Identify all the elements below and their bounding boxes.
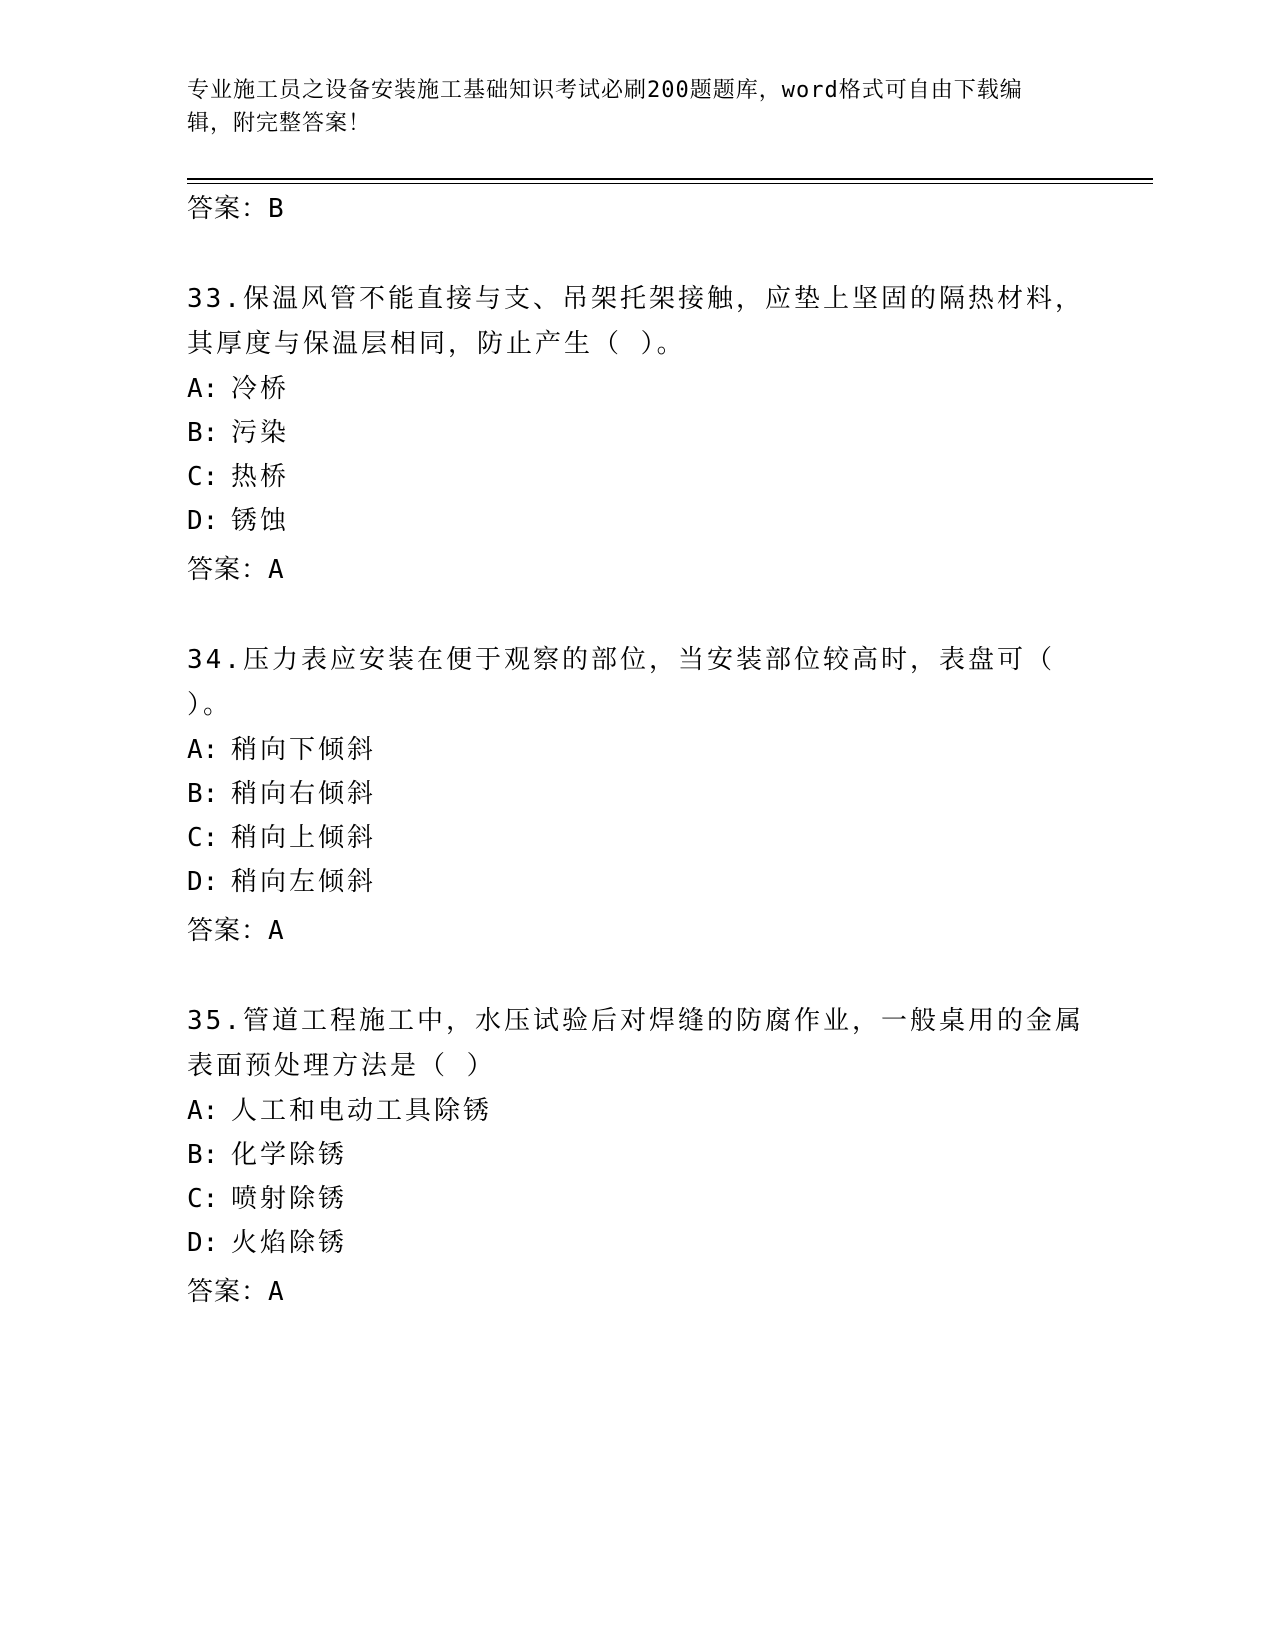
- option-text: 喷射除锈: [231, 1184, 348, 1214]
- answer-value: A: [268, 555, 285, 585]
- option-letter: B:: [187, 418, 219, 448]
- option-text: 污染: [231, 418, 290, 448]
- question-33: [187, 277, 1087, 367]
- answer-35: [187, 1276, 285, 1308]
- option-d: [187, 499, 289, 544]
- option-c: [187, 816, 376, 861]
- question-number: 35.: [187, 1006, 243, 1036]
- option-letter: D:: [187, 506, 219, 536]
- option-a: [187, 728, 376, 773]
- previous-answer: [187, 193, 285, 225]
- answer-label: 答案：: [187, 916, 269, 946]
- question-text: 压力表应安装在便于观察的部位，当安装部位较高时，表盘可（ ）。: [187, 645, 1055, 720]
- option-letter: A:: [187, 735, 219, 765]
- option-letter: C:: [187, 823, 219, 853]
- answer-value: B: [268, 194, 285, 224]
- option-text: 热桥: [231, 462, 290, 492]
- header-divider-bottom: [187, 183, 1153, 184]
- option-text: 稍向下倾斜: [231, 735, 377, 765]
- option-letter: C:: [187, 1184, 219, 1214]
- option-text: 稍向右倾斜: [231, 779, 377, 809]
- question-number: 33.: [187, 284, 243, 314]
- option-b: [187, 411, 289, 456]
- option-a: [187, 1089, 492, 1134]
- option-d: [187, 1221, 347, 1266]
- answer-value: A: [268, 1277, 285, 1307]
- question-text: 管道工程施工中，水压试验后对焊缝的防腐作业，一般桌用的金属表面预处理方法是（ ）: [187, 1006, 1084, 1081]
- question-34: [187, 638, 1087, 728]
- option-d: [187, 860, 376, 905]
- option-text: 火焰除锈: [231, 1228, 348, 1258]
- option-text: 化学除锈: [231, 1140, 348, 1170]
- option-text: 冷桥: [231, 374, 290, 404]
- question-number: 34.: [187, 645, 243, 675]
- question-text: 保温风管不能直接与支、吊架托架接触，应垫上坚固的隔热材料，其厚度与保温层相同，防止产生（ ）。: [187, 284, 1084, 359]
- option-text: 人工和电动工具除锈: [231, 1096, 493, 1126]
- option-text: 稍向左倾斜: [231, 867, 377, 897]
- answer-33: [187, 554, 285, 586]
- option-letter: A:: [187, 374, 219, 404]
- option-a: [187, 367, 289, 412]
- document-header: 专业施工员之设备安装施工基础知识考试必刷200题题库，word格式可自由下载编辑，附完整答案！: [187, 78, 1023, 136]
- option-text: 稍向上倾斜: [231, 823, 377, 853]
- option-letter: C:: [187, 462, 219, 492]
- question-35: [187, 999, 1087, 1089]
- option-text: 锈蚀: [231, 506, 290, 536]
- answer-label: 答案：: [187, 194, 269, 224]
- option-letter: D:: [187, 867, 219, 897]
- answer-label: 答案：: [187, 1277, 269, 1307]
- header-divider-top: [187, 178, 1153, 180]
- answer-34: [187, 915, 285, 947]
- option-letter: A:: [187, 1096, 219, 1126]
- option-letter: B:: [187, 1140, 219, 1170]
- answer-label: 答案：: [187, 555, 269, 585]
- option-b: [187, 1133, 347, 1178]
- option-c: [187, 455, 289, 500]
- option-letter: D:: [187, 1228, 219, 1258]
- answer-value: A: [268, 916, 285, 946]
- option-letter: B:: [187, 779, 219, 809]
- option-c: [187, 1177, 347, 1222]
- option-b: [187, 772, 376, 817]
